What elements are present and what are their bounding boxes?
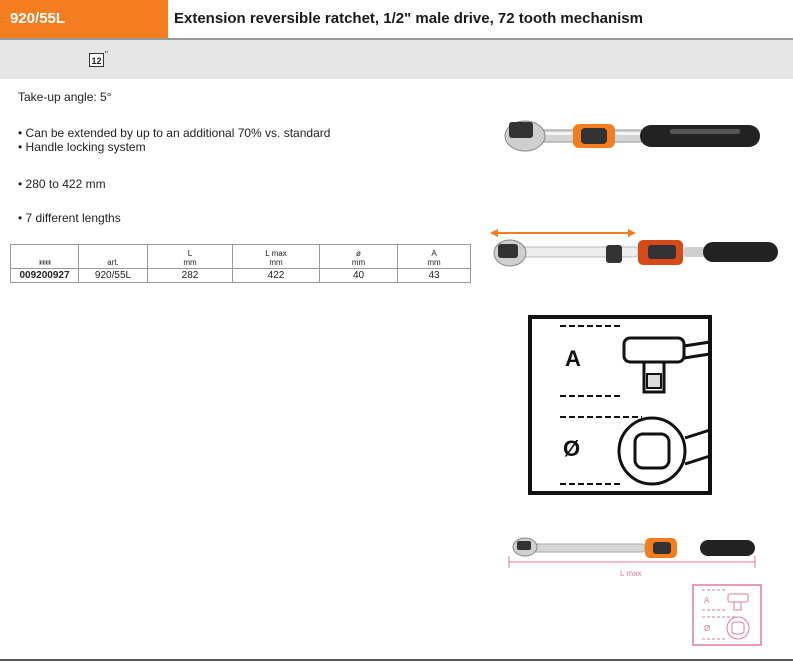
take-up-angle: Take-up angle: 5° bbox=[18, 90, 112, 104]
label-a: A bbox=[565, 346, 581, 371]
lmax-label: L max bbox=[620, 569, 642, 578]
lengths-count: • 7 different lengths bbox=[18, 211, 121, 225]
cell-art: 920/55L bbox=[79, 269, 148, 283]
small-label-diameter: Ø bbox=[704, 624, 711, 633]
table-row bbox=[11, 269, 471, 283]
product-code: 920/55L bbox=[0, 0, 168, 38]
dimension-diagram bbox=[527, 314, 713, 496]
table-header-row bbox=[11, 245, 471, 269]
small-label-a: A bbox=[704, 596, 710, 605]
spec-table bbox=[10, 244, 471, 283]
table-header-diameter: ø mm bbox=[320, 245, 398, 269]
cell-l: 282 bbox=[148, 269, 233, 283]
table-header-l: L mm bbox=[148, 245, 233, 269]
ratchet-photo bbox=[495, 110, 765, 162]
lmax-ratchet-photo bbox=[505, 530, 760, 580]
label-diameter: Ø bbox=[563, 436, 581, 461]
product-title: Extension reversible ratchet, 1/2" male drive, 72 tooth mechanism bbox=[174, 10, 643, 27]
drive-inch-mark: " bbox=[105, 50, 108, 59]
barcode-icon bbox=[39, 260, 51, 267]
icon-band bbox=[0, 40, 793, 79]
cell-a: 43 bbox=[398, 269, 471, 283]
table-header-a: A mm bbox=[398, 245, 471, 269]
small-dimension-diagram bbox=[692, 584, 762, 646]
square-drive-icon: 12 bbox=[89, 53, 104, 67]
feature-extend: • Can be extended by up to an additional 70% vs. standard bbox=[18, 126, 331, 140]
cell-lmax: 422 bbox=[233, 269, 320, 283]
extended-ratchet-photo bbox=[488, 225, 788, 280]
length-range: • 280 to 422 mm bbox=[18, 177, 106, 191]
table-header-art: art. bbox=[79, 245, 148, 269]
table-header-lmax: L max mm bbox=[233, 245, 320, 269]
page-bottom-divider bbox=[0, 659, 793, 661]
table-header-code bbox=[11, 245, 79, 269]
cell-code: 009200927 bbox=[11, 269, 79, 283]
cell-diameter: 40 bbox=[320, 269, 398, 283]
feature-locking: • Handle locking system bbox=[18, 140, 146, 154]
header bbox=[0, 0, 793, 38]
